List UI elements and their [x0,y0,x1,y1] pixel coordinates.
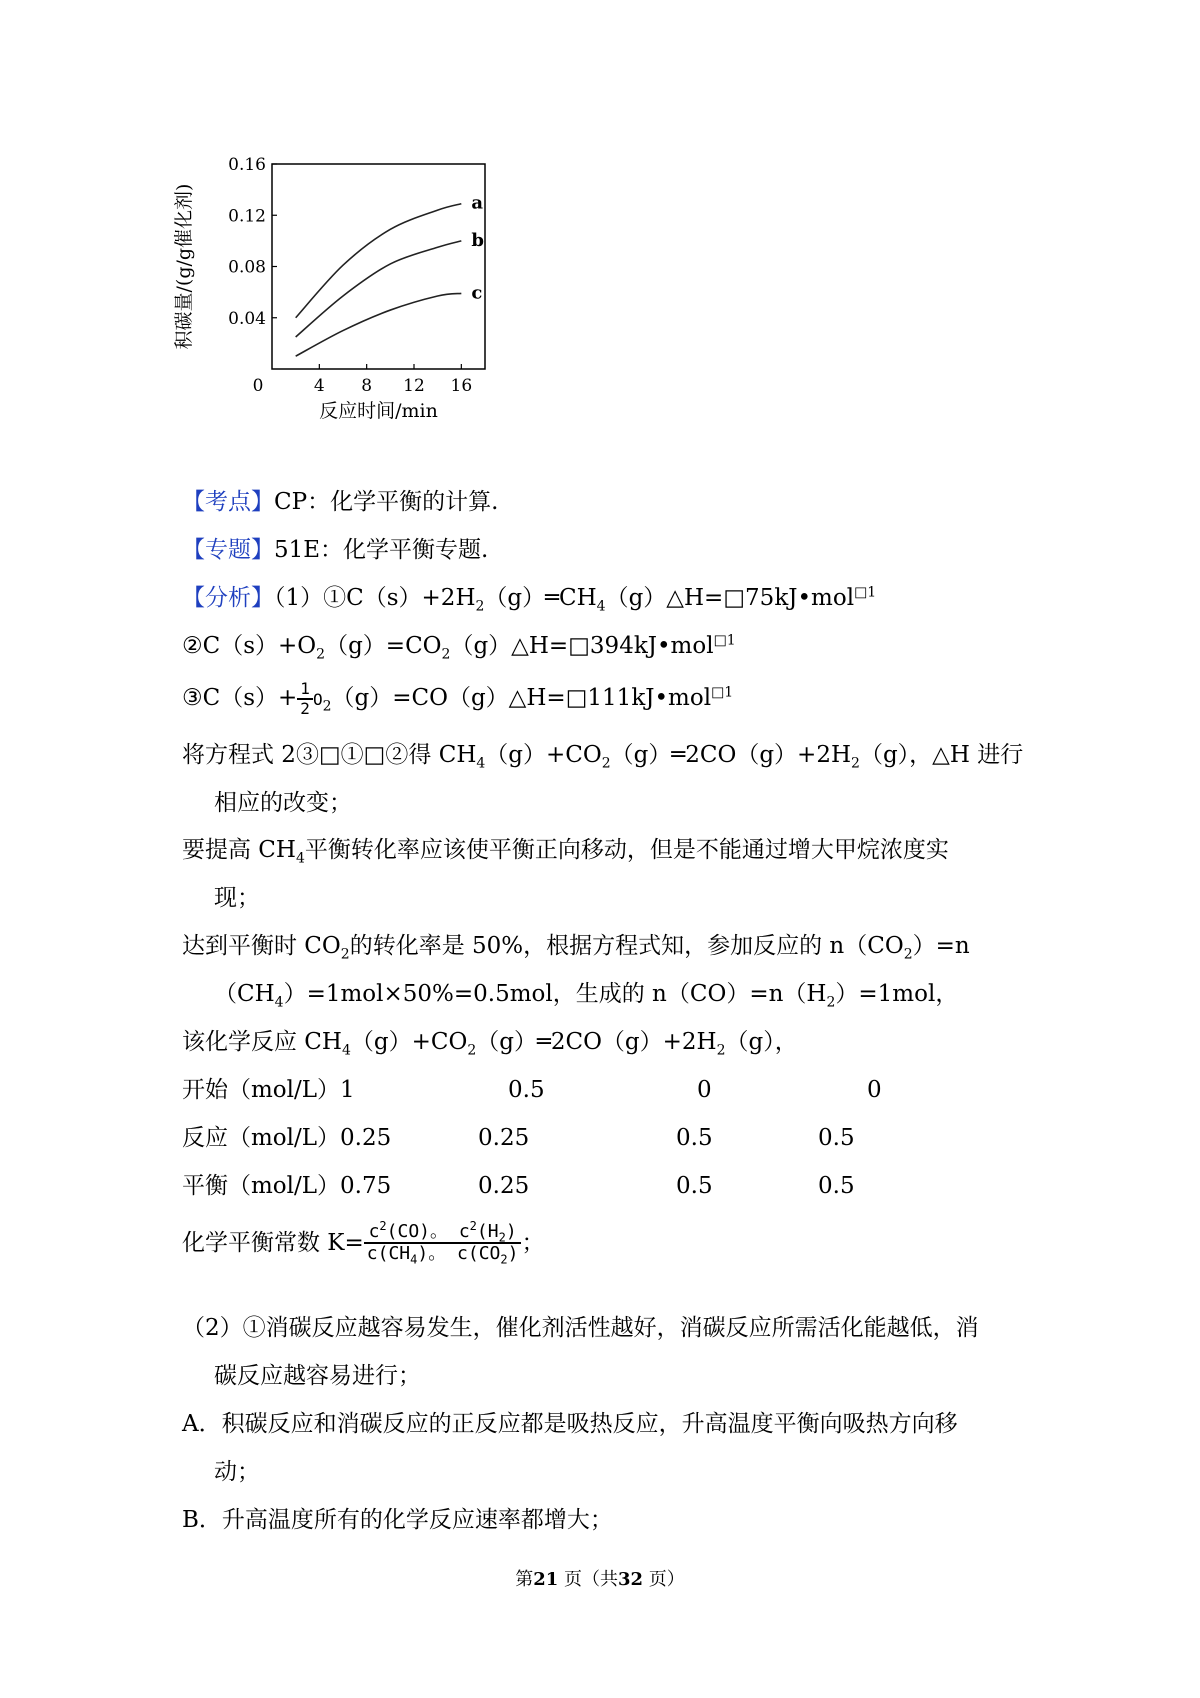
eq1-sub-1: 2 [475,598,485,615]
para1-sub-1: 4 [476,755,486,772]
para1-sub-3: 2 [851,755,860,772]
y-axis-label: 积碳量/(g/g催化剂) [173,183,195,350]
eq1-sup: □1 [854,584,877,601]
plot-frame [272,164,485,369]
eq3-text-1: ③C（s）+ [182,685,298,711]
x-tick-label: 4 [313,376,325,396]
kaodian-line [182,487,498,517]
eq1-sub-2: 4 [596,598,606,615]
half-denominator: 2 [297,698,313,718]
row-react-v3: 0.5 [818,1125,855,1151]
para4-text-4: （g）， [725,1029,798,1055]
origin-label: 0 [252,376,264,396]
series-line-c [296,293,462,356]
x-axis-label: 反应时间/min [319,400,438,422]
para2-line-2: 现； [214,885,260,911]
series-label-c: c [471,282,483,304]
series-label-b: b [471,229,484,251]
para3-line-2 [214,979,958,1009]
para3-sub-2: 2 [903,946,913,963]
para1-line-2: 相应的改变； [214,790,352,816]
para4-text-3: （g）═2CO（g）+2H [476,1029,717,1055]
para2-text-2: 平衡转化率应该使平衡正向移动，但是不能通过增大甲烷浓度实 [304,837,949,863]
eq2-sub-2: 2 [441,646,451,663]
para3-cont-2: ）=1mol×50%=0.5mol，生成的 n（CO）=n（H [283,981,827,1007]
para3-text-2: 的转化率是 50%，根据方程式知，参加反应的 n（CO [349,933,904,959]
para3-text-1: 达到平衡时 CO [182,933,341,959]
series-line-a [296,204,462,318]
eq3-oxygen: O [312,690,323,709]
y-tick-label: 0.12 [228,206,266,227]
para3-cont-1: （CH [214,981,275,1007]
footer-text-1: 第 [515,1569,534,1590]
half-numerator: 1 [300,679,310,698]
carbon-deposition-chart [160,140,520,430]
x-tick-label: 8 [361,376,373,396]
para3-cont-3: ）=1mol， [835,981,959,1007]
para4-text-1: 该化学反应 CH [182,1029,342,1055]
para4-sub-2: 2 [467,1042,477,1059]
k-fraction [364,1219,522,1267]
eq2-sup: □1 [713,632,736,649]
para3-text-3: ）=n [912,933,970,959]
k-den-a-sub: 4 [410,1252,418,1267]
eq1-text-3: （g）△H=□75kJ•mol [605,585,855,611]
x-tick-label: 16 [450,376,473,396]
para2-line-1 [182,835,949,865]
para4-text-2: （g）+CO [350,1029,468,1055]
para2-text-1: 要提高 CH [182,837,296,863]
para1-sub-2: 2 [601,755,611,772]
para4-sub-3: 2 [716,1042,726,1059]
k-numerator [364,1219,522,1245]
para4-line [182,1027,798,1057]
row-react-v1: 0.25 [478,1125,530,1151]
page-footer [0,1565,1200,1591]
para3-sub-1: 2 [340,946,350,963]
para4-sub-1: 4 [341,1042,351,1059]
row-react-v2: 0.5 [676,1125,713,1151]
y-tick-label: 0.16 [228,155,266,175]
para3-line-1 [182,931,970,961]
row-start-v3: 0 [867,1077,882,1103]
para3-cont-sub-1: 4 [274,994,284,1011]
eq3-text-2: （g）=CO（g）△H=□111kJ•mol [331,685,712,711]
row-eq-v2: 0.5 [676,1173,713,1199]
para1-text-2: （g）+CO [485,742,602,768]
k-end: ； [521,1230,545,1256]
option-b-line: B．升高温度所有的化学反应速率都增大； [182,1507,613,1533]
footer-total-pages: 32 [618,1569,644,1590]
k-denominator [364,1242,522,1267]
eq3-sup: □1 [711,684,734,701]
eq3-sub-1: 2 [322,698,332,715]
fenxi-line-1 [182,583,876,613]
para2-sub-1: 4 [295,850,305,867]
kaodian-text: CP：化学平衡的计算. [274,489,499,515]
k-num-a-sup: 2 [379,1219,387,1233]
k-expression [182,1219,545,1267]
k-den-b-sub: 2 [500,1252,508,1267]
row-eq-label: 平衡（mol/L）0.75 [182,1173,392,1199]
x-tick-label: 12 [403,376,425,396]
row-eq-v1: 0.25 [478,1173,530,1199]
option-a-line-1: A．积碳反应和消碳反应的正反应都是吸热反应，升高温度平衡向吸热方向移 [182,1411,958,1437]
row-start-v1: 0.5 [508,1077,545,1103]
k-num-d: ) [505,1221,517,1242]
row-start-label: 开始（mol/L）1 [182,1077,355,1103]
kaodian-tag: 【考点】 [182,489,274,515]
y-tick-label: 0.04 [228,308,266,329]
footer-page-number: 21 [533,1569,559,1590]
eq1-text-2: （g）═CH [484,585,597,611]
k-num-c: (H [476,1221,499,1242]
option-a-line-2: 动； [214,1459,260,1485]
k-den-a: c(CH [366,1243,411,1264]
para3-cont-sub-2: 2 [826,994,836,1011]
row-eq-v3: 0.5 [818,1173,855,1199]
part2-line-1: （2）①消碳反应越容易发生，催化剂活性越好，消碳反应所需活化能越低，消 [182,1315,979,1341]
k-num-a: c [368,1221,380,1242]
part2-line-2: 碳反应越容易进行； [214,1363,421,1389]
zhuanti-line [182,535,488,565]
eq2-sub-1: 2 [316,646,326,663]
k-num-c-sub: 2 [498,1230,506,1245]
k-num-b: (CO)。 c [386,1221,470,1242]
fenxi-line-3 [182,680,733,718]
row-start-v2: 0 [697,1077,712,1103]
eq2-text-3: （g）△H=□394kJ•mol [450,633,714,659]
eq1-text-1: （1）①C（s）+2H [274,585,476,611]
y-tick-label: 0.08 [228,257,266,278]
series-label-a: a [471,192,484,214]
para1-line-1 [182,740,1023,770]
k-den-b: )。 c(CO [417,1243,501,1264]
para1-text-4: （g），△H 进行 [859,742,1024,768]
eq2-text-1: ②C（s）+O [182,633,317,659]
zhuanti-tag: 【专题】 [182,537,274,563]
para1-text-3: （g）═2CO（g）+2H [610,742,852,768]
k-label: 化学平衡常数 K= [182,1230,364,1256]
fenxi-tag: 【分析】 [182,585,274,611]
k-den-c: ) [507,1243,519,1264]
half-fraction [297,680,313,718]
footer-text-3: 页） [643,1569,685,1590]
zhuanti-text: 51E：化学平衡专题. [274,537,489,563]
row-react-label: 反应（mol/L）0.25 [182,1125,392,1151]
eq2-text-2: （g）=CO [325,633,442,659]
k-num-b-sup: 2 [469,1219,477,1233]
para1-text-1: 将方程式 2③□①□②得 CH [182,742,477,768]
footer-text-2: 页（共 [558,1569,618,1590]
fenxi-line-2 [182,631,736,661]
